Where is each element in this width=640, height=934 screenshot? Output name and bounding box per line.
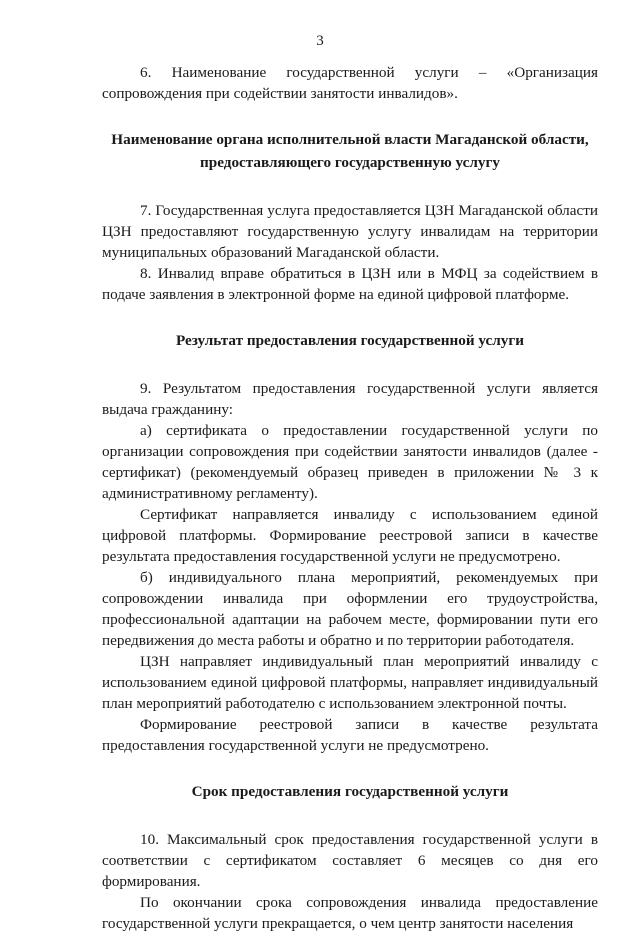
paragraph-registry-record: Формирование реестровой записи в качестве результата предоставления государственной услуги не предусмотрено. xyxy=(102,716,598,754)
paragraph-item-7: 7. Государственная услуга предоставляется ЦЗН Магаданской области ЦЗН предоставляют государственную услугу инвалидам на территории муниципальных образований Магаданской области. xyxy=(102,202,598,261)
paragraph-item-6: 6. Наименование государственной услуги – «Организация сопровождения при содействии занятости инвалидов». xyxy=(102,64,598,102)
heading-executive-body: Наименование органа исполнительной власти Магаданской области, предоставляющего государственную услугу xyxy=(111,131,589,171)
paragraph-item-9: 9. Результатом предоставления государственной услуги является выдача гражданину: xyxy=(102,380,598,418)
heading-service-term: Срок предоставления государственной услуги xyxy=(191,783,509,800)
paragraph-czn-plan: ЦЗН направляет индивидуальный план мероприятий инвалиду с использованием единой цифровой платформы, направляет индивидуальный план мероприятий работодателю с использованием электронной почты. xyxy=(102,653,598,712)
paragraph-certificate: Сертификат направляется инвалиду с использованием единой цифровой платформы. Формирование реестровой записи в качестве результата предоставления государственной услуги не предусмотрено. xyxy=(102,506,598,565)
paragraph-item-9b: б) индивидуального плана мероприятий, рекомендуемых при сопровождении инвалида при оформлении его трудоустройства, профессиональной адаптации на рабочем месте, формировании пути его передвижения до места работы и обратно и по территории работодателя. xyxy=(102,569,598,649)
paragraph-item-10: 10. Максимальный срок предоставления государственной услуги в соответствии с сертификатом составляет 6 месяцев со дня его формирования. xyxy=(102,831,598,890)
paragraph-item-10-continuation: По окончании срока сопровождения инвалида предоставление государственной услуги прекращается, о чем центр занятости населения xyxy=(102,894,598,932)
paragraph-item-8: 8. Инвалид вправе обратиться в ЦЗН или в МФЦ за содействием в подаче заявления в электронной форме на единой цифровой платформе. xyxy=(102,265,598,303)
heading-service-result: Результат предоставления государственной услуги xyxy=(175,332,525,349)
document-body xyxy=(102,62,598,934)
paragraph-item-9a: а) сертификата о предоставлении государственной услуги по организации сопровождения при содействии занятости инвалидов (далее - сертификат) (рекомендуемый образец приведен в приложении № 3 к административному регламенту). xyxy=(102,422,598,502)
page-number: 3 xyxy=(316,33,324,49)
